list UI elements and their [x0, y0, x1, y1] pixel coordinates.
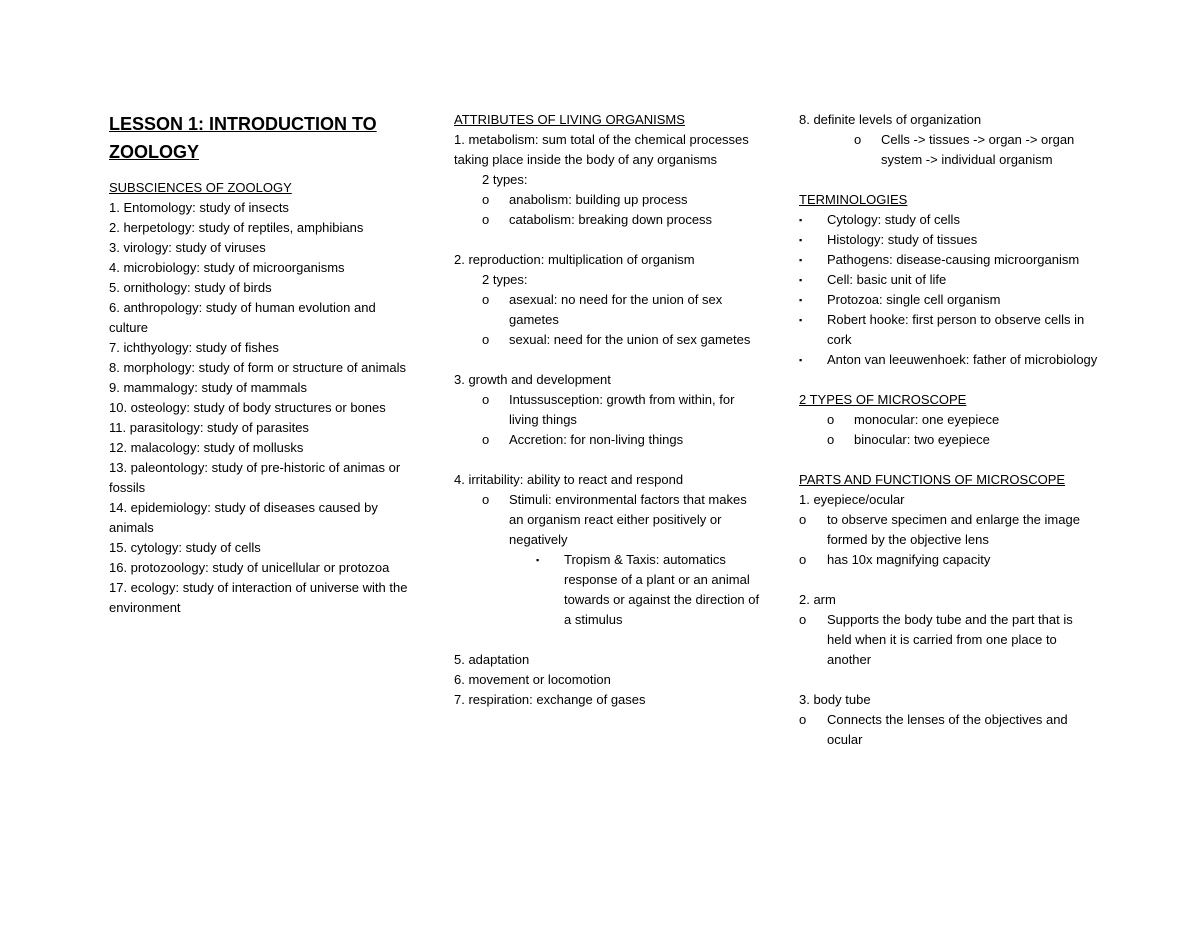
catabolism-text: catabolism: breaking down process — [509, 212, 713, 227]
circle-bullet-icon: o — [799, 512, 807, 527]
subscience-item: 13. paleontology: study of pre-historic of animas or fossils — [109, 460, 401, 495]
square-bullet-icon: ▪ — [799, 255, 803, 265]
circle-bullet-icon: o — [482, 492, 490, 507]
subscience-item: 9. mammalogy: study of mammals — [109, 380, 307, 395]
bullet-item — [799, 610, 1099, 670]
term-text: Anton van leeuwenhoek: father of microbiology — [827, 352, 1098, 367]
attribute-respiration: 7. respiration: exchange of gases — [454, 692, 646, 707]
subscience-item: 15. cytology: study of cells — [109, 540, 261, 555]
lesson-title-line2: ZOOLOGY — [109, 142, 199, 162]
metabolism-types-label: 2 types: — [482, 172, 528, 187]
subscience-item: 7. ichthyology: study of fishes — [109, 340, 279, 355]
circle-bullet-icon: o — [482, 332, 490, 347]
subscience-item: 5. ornithology: study of birds — [109, 280, 272, 295]
bullet-item — [799, 130, 1099, 170]
attribute-growth: 3. growth and development — [454, 372, 611, 387]
term-item — [799, 310, 1099, 350]
square-bullet-icon: ▪ — [799, 215, 803, 225]
term-item — [799, 230, 1099, 250]
term-item — [799, 210, 1099, 230]
intussusception-text: Intussusception: growth from within, for living things — [509, 392, 735, 427]
circle-bullet-icon: o — [482, 432, 490, 447]
circle-bullet-icon: o — [799, 612, 807, 627]
part-body-tube: 3. body tube — [799, 692, 871, 707]
binocular-text: binocular: two eyepiece — [854, 432, 990, 447]
bullet-item — [454, 210, 764, 230]
square-bullet-icon: ▪ — [799, 315, 803, 325]
subscience-item: 14. epidemiology: study of diseases caused by animals — [109, 500, 378, 535]
attribute-reproduction: 2. reproduction: multiplication of organism — [454, 252, 695, 267]
square-bullet-icon: ▪ — [536, 555, 540, 565]
bullet-item — [454, 550, 764, 630]
term-item — [799, 270, 1099, 290]
asexual-text: asexual: no need for the union of sex gametes — [509, 292, 723, 327]
term-text: Cell: basic unit of life — [827, 272, 947, 287]
bullet-item — [799, 510, 1099, 550]
bullet-item — [454, 330, 764, 350]
stimuli-text: Stimuli: environmental factors that makes an organism react either positively or negatively — [509, 492, 747, 547]
bullet-item — [799, 410, 1099, 430]
circle-bullet-icon: o — [827, 432, 835, 447]
attribute-adaptation: 5. adaptation — [454, 652, 530, 667]
subscience-item: 16. protozoology: study of unicellular or protozoa — [109, 560, 390, 575]
subscience-item: 1. Entomology: study of insects — [109, 200, 289, 215]
subscience-item: 4. microbiology: study of microorganisms — [109, 260, 345, 275]
attribute-irritability: 4. irritability: ability to react and respond — [454, 472, 684, 487]
term-item — [799, 250, 1099, 270]
term-text: Protozoa: single cell organism — [827, 292, 1001, 307]
subscience-item: 6. anthropology: study of human evolution and culture — [109, 300, 376, 335]
anabolism-text: anabolism: building up process — [509, 192, 688, 207]
subscience-item: 11. parasitology: study of parasites — [109, 420, 309, 435]
square-bullet-icon: ▪ — [799, 275, 803, 285]
circle-bullet-icon: o — [799, 552, 807, 567]
term-item — [799, 290, 1099, 310]
circle-bullet-icon: o — [482, 292, 490, 307]
body-tube-function-text: Connects the lenses of the objectives and ocular — [827, 712, 1068, 747]
square-bullet-icon: ▪ — [799, 235, 803, 245]
eyepiece-function-text: has 10x magnifying capacity — [827, 552, 991, 567]
circle-bullet-icon: o — [482, 192, 490, 207]
levels-detail-text: Cells -> tissues -> organ -> organ system -> individual organism — [881, 132, 1075, 167]
circle-bullet-icon: o — [827, 412, 835, 427]
square-bullet-icon: ▪ — [799, 355, 803, 365]
subscience-item: 17. ecology: study of interaction of universe with the environment — [109, 580, 408, 615]
subscience-item: 8. morphology: study of form or structure of animals — [109, 360, 406, 375]
term-text: Pathogens: disease-causing microorganism — [827, 252, 1080, 267]
circle-bullet-icon: o — [854, 132, 862, 147]
subscience-item: 10. osteology: study of body structures or bones — [109, 400, 386, 415]
column-attributes — [454, 110, 764, 710]
bullet-item — [454, 290, 764, 330]
attributes-heading: ATTRIBUTES OF LIVING ORGANISMS — [454, 112, 685, 127]
attribute-levels: 8. definite levels of organization — [799, 112, 982, 127]
arm-function-text: Supports the body tube and the part that is held when it is carried from one place to another — [827, 612, 1073, 667]
bullet-item — [799, 430, 1099, 450]
subscience-item: 12. malacology: study of mollusks — [109, 440, 304, 455]
term-text: Robert hooke: first person to observe cells in cork — [827, 312, 1085, 347]
tropism-text: Tropism & Taxis: automatics response of a plant or an animal towards or against the direction of a stimulus — [564, 552, 760, 627]
subscience-item: 2. herpetology: study of reptiles, amphibians — [109, 220, 364, 235]
bullet-item — [454, 190, 764, 210]
term-text: Cytology: study of cells — [827, 212, 960, 227]
sexual-text: sexual: need for the union of sex gametes — [509, 332, 751, 347]
circle-bullet-icon: o — [482, 392, 490, 407]
parts-heading: PARTS AND FUNCTIONS OF MICROSCOPE — [799, 472, 1066, 487]
part-eyepiece: 1. eyepiece/ocular — [799, 492, 905, 507]
lesson-title-line1: LESSON 1: INTRODUCTION TO — [109, 114, 377, 134]
accretion-text: Accretion: for non-living things — [509, 432, 684, 447]
bullet-item — [454, 390, 764, 430]
bullet-item — [799, 710, 1099, 750]
bullet-item — [799, 550, 1099, 570]
reproduction-types-label: 2 types: — [482, 272, 528, 287]
term-text: Histology: study of tissues — [827, 232, 978, 247]
subscience-item: 3. virology: study of viruses — [109, 240, 266, 255]
term-item — [799, 350, 1099, 370]
column-terminologies — [799, 110, 1099, 750]
circle-bullet-icon: o — [482, 212, 490, 227]
circle-bullet-icon: o — [799, 712, 807, 727]
square-bullet-icon: ▪ — [799, 295, 803, 305]
attribute-metabolism: 1. metabolism: sum total of the chemical processes taking place inside the body of any organisms — [454, 132, 749, 167]
part-arm: 2. arm — [799, 592, 836, 607]
bullet-item — [454, 490, 764, 550]
attribute-movement: 6. movement or locomotion — [454, 672, 611, 687]
column-subsciences — [109, 110, 409, 618]
terminologies-heading: TERMINOLOGIES — [799, 192, 908, 207]
subsciences-heading: SUBSCIENCES OF ZOOLOGY — [109, 180, 292, 195]
monocular-text: monocular: one eyepiece — [854, 412, 1000, 427]
bullet-item — [454, 430, 764, 450]
microscope-types-heading: 2 TYPES OF MICROSCOPE — [799, 392, 967, 407]
eyepiece-function-text: to observe specimen and enlarge the image formed by the objective lens — [827, 512, 1080, 547]
